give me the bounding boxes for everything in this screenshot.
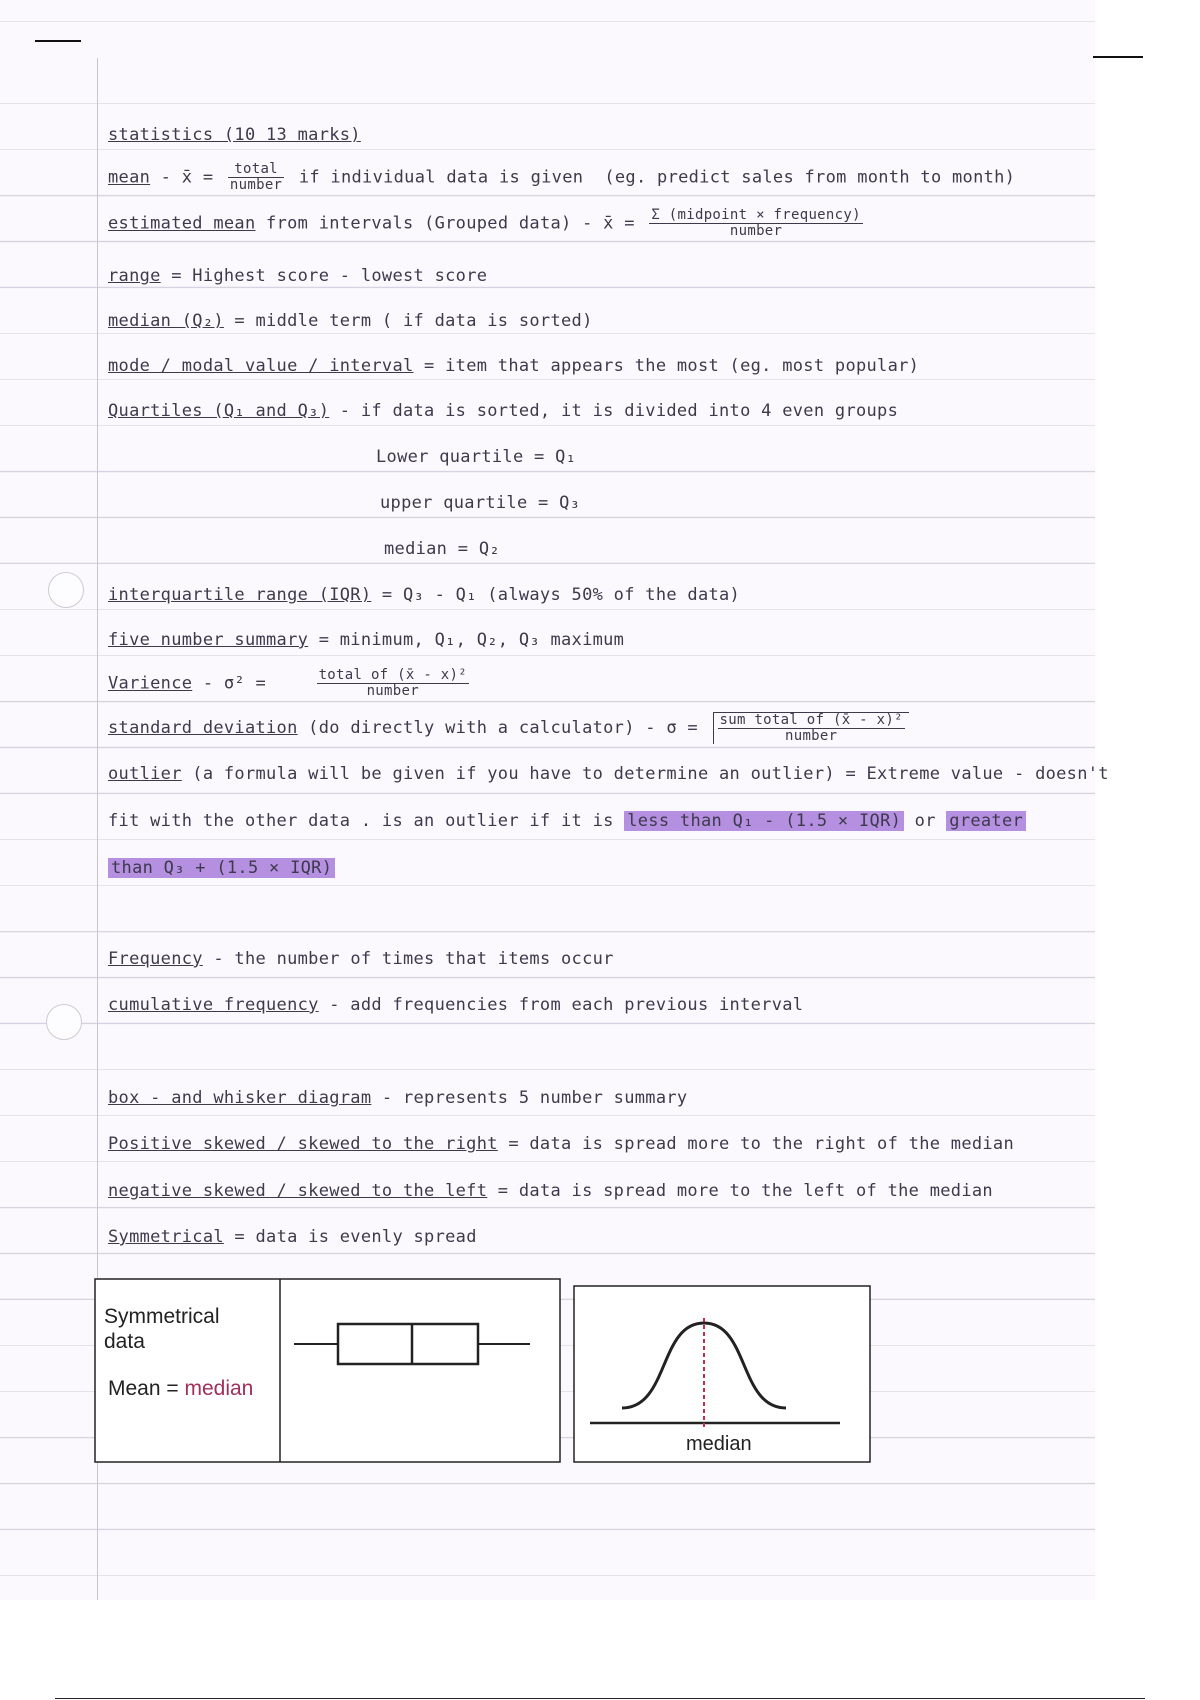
- iqr-line: interquartile range (IQR) = Q₃ - Q₁ (always 50% of the data): [108, 585, 741, 605]
- notes-title: statistics (10 13 marks): [108, 125, 361, 145]
- diagram-label: Symmetrical data: [104, 1305, 220, 1353]
- cumulative-frequency-line: cumulative frequency - add frequencies from each previous interval: [108, 995, 804, 1015]
- variance-fraction: $\frac{\text{total of (x̄ - x)²}}{\text{number}}$: [318, 667, 467, 699]
- estimated-mean-fraction: $\frac{\text{Σ (midpoint × frequency)}}{\text{number}}$: [651, 207, 861, 239]
- variance-line: Varience - σ² = $\frac{\text{total of (x̄ - x)²}}{\text{number}}$: [108, 667, 467, 699]
- median-word: median: [184, 1377, 254, 1400]
- box-whisker-line: box - and whisker diagram - represents 5 number summary: [108, 1088, 688, 1108]
- frequency-line: Frequency - the number of times that items occur: [108, 949, 614, 969]
- positive-skew-line: Positive skewed / skewed to the right = data is spread more to the right of the median: [108, 1134, 1015, 1154]
- median-line: median (Q₂) = middle term ( if data is sorted): [108, 311, 593, 331]
- curve-median-label: median: [686, 1433, 752, 1455]
- estimated-mean-line: estimated mean from intervals (Grouped data) - x̄ = $\frac{\text{Σ (midpoint × frequency)}}{\text{number}}$: [108, 207, 861, 239]
- symmetrical-diagram: [94, 1278, 874, 1463]
- bottom-rule: [55, 1698, 1145, 1699]
- lower-quartile-line: Lower quartile = Q₁: [376, 447, 577, 467]
- punch-hole-upper: [48, 572, 84, 608]
- upper-quartile-line: upper quartile = Q₃: [380, 493, 581, 513]
- punch-hole-lower: [46, 1004, 82, 1040]
- negative-skew-line: negative skewed / skewed to the left = data is spread more to the left of the median: [108, 1181, 993, 1201]
- five-number-line: five number summary = minimum, Q₁, Q₂, Q₃ maximum: [108, 630, 625, 650]
- outlier-line: outlier (a formula will be given if you have to determine an outlier) = Extreme value - doesn't: [108, 764, 1109, 784]
- outlier-line-3: [108, 857, 335, 879]
- mode-line: mode / modal value / interval = item that appears the most (eg. most popular): [108, 356, 920, 376]
- mean-equals-median: Mean = median: [108, 1377, 254, 1400]
- symmetrical-line: Symmetrical = data is evenly spread: [108, 1227, 477, 1247]
- outlier-lower-bound-highlight: less than Q₁ - (1.5 × IQR): [624, 811, 904, 831]
- mean-fraction: $\frac{\text{total}}{\text{number}}$: [229, 161, 283, 193]
- top-left-rule: [35, 40, 81, 42]
- quartiles-line: Quartiles (Q₁ and Q₃) - if data is sorted, it is divided into 4 even groups: [108, 401, 899, 421]
- range-line: range = Highest score - lowest score: [108, 266, 488, 286]
- median-quartile-line: median = Q₂: [384, 539, 500, 559]
- sqrt-symbol: [713, 712, 909, 744]
- outlier-line-2: fit with the other data . is an outlier if it is less than Q₁ - (1.5 × IQR) or greater: [108, 810, 1026, 832]
- outlier-upper-bound-highlight: than Q₃ + (1.5 × IQR): [108, 858, 335, 878]
- std-dev-fraction: $\frac{\text{sum total of (x̄ - x)²}}{\text{number}}$: [719, 712, 903, 744]
- top-right-rule: [1093, 56, 1143, 58]
- outlier-greater-highlight: greater: [946, 811, 1026, 831]
- std-dev-line: standard deviation (do directly with a calculator) - σ = $\frac{\text{sum total of (x̄ - x)²}}{\text{number}}$: [108, 712, 909, 744]
- mean-line: mean - x̄ = $\frac{\text{total}}{\text{number}}$ if individual data is given (eg. predict sales from month to month): [108, 161, 1016, 193]
